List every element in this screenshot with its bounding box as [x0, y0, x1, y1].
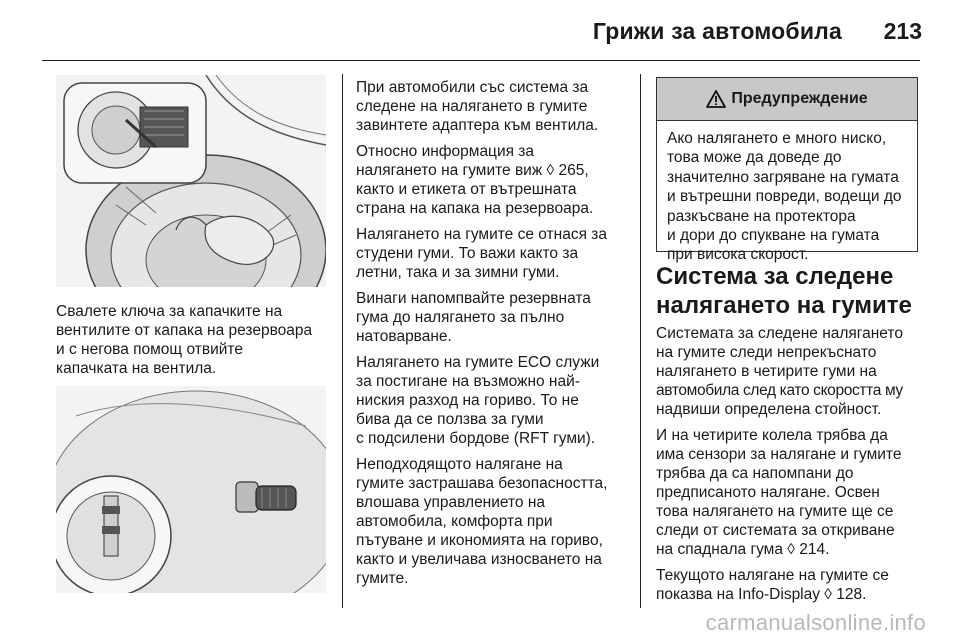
header-title: Грижи за автомобила — [592, 18, 842, 44]
page-ref-link[interactable]: налягането на гумите виж ◊ 265, — [356, 162, 589, 179]
paragraph: Текущото налягане на гумите се показва на Info-Display ◊ 128. — [656, 567, 889, 603]
illustration-fuel-flap-valve — [56, 75, 326, 287]
header-rule — [42, 60, 920, 61]
warning-text: Ако налягането е много ниско, това може да доведе до значително загряване на гумата и вътрешни повреди, водещи до разкъсване на протектора и дори до спукване на гумата при висока скорост. — [667, 130, 902, 264]
paragraph: При автомобили със система за следене на налягането в гумите завинтете адаптера към вентила. — [356, 79, 599, 134]
caption-text: Свалете ключа за капачките на вентилите от капака на резервоара и с негова помощ отвийте капачката на вентила. — [56, 303, 313, 377]
warning-body — [657, 121, 917, 265]
warning-title: Предупреждение — [731, 90, 868, 107]
page-ref-link[interactable]: на спаднала гума ◊ 214. — [656, 541, 830, 558]
paragraph: Налягането на гумите се отнася за студени гуми. То важи както за летни, така и за зимни гуми. — [356, 226, 607, 281]
column-right — [656, 324, 934, 611]
warning-triangle-icon — [706, 90, 726, 108]
paragraph: Неподходящото налягане на гумите застрашава безопасността, влошава управлението на автомобила, комфорта при пътуване и икономията на гориво, както и увеличава износването на гумите. — [356, 456, 608, 587]
watermark: carmanualsonline.info — [705, 610, 926, 635]
paragraph: Системата за следене налягането на гумите следи непрекъснато налягането в четирите гуми на автомобила след като скоростта му надвиши определена стойност. — [656, 325, 903, 418]
page-number: 213 — [883, 18, 922, 44]
column-divider — [640, 74, 641, 608]
paragraph: Относно информация за налягането на гумите виж ◊ 265, както и етикета от вътрешната страна на капака на резервоара. — [356, 143, 594, 217]
paragraph: Налягането на гумите ECO служи за постигане на възможно най- ниския разход на гориво. То не бива да се ползва за гуми с подсилени бордове (RFT гуми). — [356, 354, 600, 447]
page-ref-link[interactable]: показва на Info-Display ◊ 128. — [656, 586, 867, 603]
paragraph: Винаги напомпвайте резервната гума до налягането за пълно натоварване. — [356, 290, 591, 345]
column-middle — [356, 78, 628, 595]
column-divider — [342, 74, 343, 608]
paragraph: И на четирите колела трябва да има сензори за налягане и гумите трябва да са напомпани до предписаното налягане. Освен това налягането на гумите ще се следи от системата за откриване на спаднала гума ◊ 214. — [656, 427, 902, 558]
warning-box — [656, 77, 918, 264]
warning-header — [657, 78, 917, 121]
illustration-valve-adapter — [56, 386, 326, 593]
figure-caption — [56, 302, 328, 385]
section-heading: Система за следене налягането на гумите — [656, 263, 912, 319]
